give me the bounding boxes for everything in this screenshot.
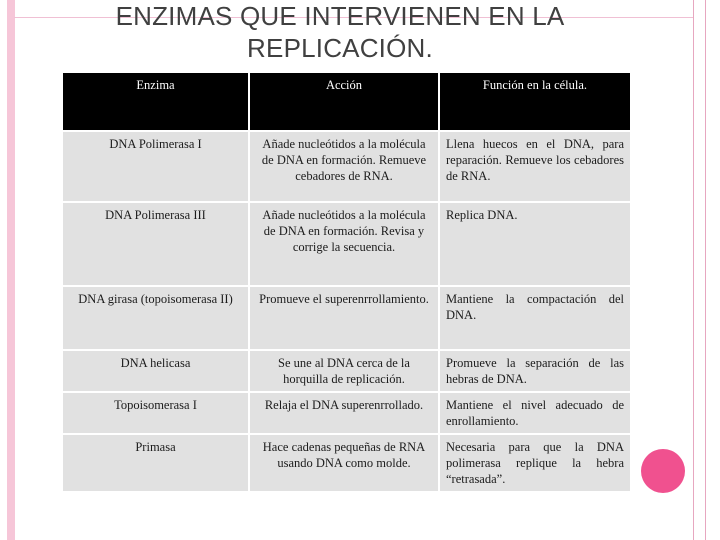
table-row: [63, 285, 630, 349]
cell-enzima: DNA Polimerasa III: [63, 201, 250, 285]
cell-funcion: Mantiene la compactación del DNA.: [440, 285, 630, 349]
table-row: [63, 391, 630, 433]
title-line-1: ENZIMAS QUE INTERVIENEN EN LA: [115, 1, 565, 31]
cell-enzima: DNA girasa (topoisomerasa II): [63, 285, 250, 349]
cell-funcion: Replica DNA.: [440, 201, 630, 285]
cell-enzima: Topoisomerasa I: [63, 391, 250, 433]
cell-accion: Promueve el superenrrollamiento.: [250, 285, 440, 349]
cell-accion: Relaja el DNA superenrrollado.: [250, 391, 440, 433]
cell-funcion: Mantiene el nivel adecuado de enrollamiento.: [440, 391, 630, 433]
header-enzima: Enzima: [63, 73, 250, 130]
title-line-2: REPLICACIÓN.: [247, 33, 433, 63]
cell-funcion: Llena huecos en el DNA, para reparación. Remueve los cebadores de RNA.: [440, 130, 630, 201]
frame-right-line-outer: [705, 0, 706, 540]
header-accion: Acción: [250, 73, 440, 130]
frame-left-stripe: [7, 0, 15, 540]
enzymes-table: [63, 73, 630, 491]
cell-enzima: Primasa: [63, 433, 250, 491]
header-funcion: Función en la célula.: [440, 73, 630, 130]
decorative-pink-circle: [641, 449, 685, 493]
cell-funcion: Necesaria para que la DNA polimerasa replique la hebra “retrasada”.: [440, 433, 630, 491]
cell-accion: Hace cadenas pequeñas de RNA usando DNA como molde.: [250, 433, 440, 491]
table-row: [63, 349, 630, 391]
table-row: [63, 130, 630, 201]
cell-enzima: DNA Polimerasa I: [63, 130, 250, 201]
table-header-row: [63, 73, 630, 130]
cell-accion: Añade nucleótidos a la molécula de DNA en formación. Revisa y corrige la secuencia.: [250, 201, 440, 285]
cell-accion: Añade nucleótidos a la molécula de DNA en formación. Remueve cebadores de RNA.: [250, 130, 440, 201]
cell-funcion: Promueve la separación de las hebras de DNA.: [440, 349, 630, 391]
frame-right-line-inner: [693, 0, 694, 540]
table-row: [63, 201, 630, 285]
table-row: [63, 433, 630, 491]
slide-title: [60, 0, 620, 64]
cell-enzima: DNA helicasa: [63, 349, 250, 391]
cell-accion: Se une al DNA cerca de la horquilla de replicación.: [250, 349, 440, 391]
